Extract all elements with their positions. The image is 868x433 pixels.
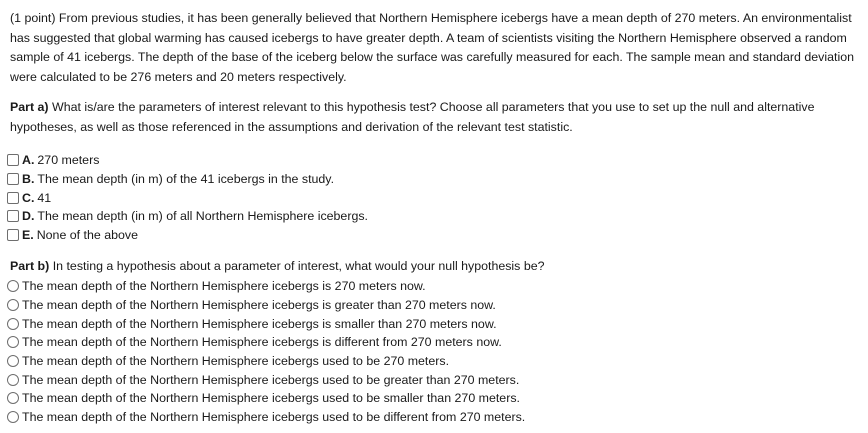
option-text: 41 <box>37 190 52 205</box>
option-text: None of the above <box>36 228 138 243</box>
option-a-checkbox[interactable] <box>7 154 19 166</box>
part-b-options <box>10 277 858 427</box>
null-option-2-radio[interactable] <box>7 299 19 311</box>
option-text: The mean depth of the Northern Hemisphere icebergs is greater than 270 meters now. <box>22 297 496 312</box>
option-c-checkbox[interactable] <box>7 192 19 204</box>
option-letter: B. <box>22 172 35 187</box>
null-option-2[interactable] <box>7 296 858 315</box>
part-a-prompt <box>10 98 858 137</box>
null-option-6-radio[interactable] <box>7 374 19 386</box>
null-option-6[interactable] <box>7 370 858 389</box>
option-e-checkbox[interactable] <box>7 229 19 241</box>
null-option-1-radio[interactable] <box>7 280 19 292</box>
option-text: The mean depth of the Northern Hemisphere icebergs is 270 meters now. <box>22 279 426 294</box>
null-option-7[interactable] <box>7 389 858 408</box>
option-letter: C. <box>22 190 35 205</box>
option-text: The mean depth of the Northern Hemisphere icebergs used to be different from 270 meters. <box>22 410 526 425</box>
part-b-label: Part b) <box>10 259 50 274</box>
null-option-5[interactable] <box>7 352 858 371</box>
part-a-label: Part a) <box>10 100 49 114</box>
part-b-prompt <box>10 257 858 277</box>
option-text: The mean depth (in m) of the 41 icebergs in the study. <box>37 172 335 187</box>
option-text: 270 meters <box>37 153 100 168</box>
option-text: The mean depth of the Northern Hemisphere icebergs is smaller than 270 meters now. <box>22 316 497 331</box>
problem-intro: (1 point) From previous studies, it has been generally believed that Northern Hemisphere icebergs have a mean depth of 270 meters. An environmentalist has suggested that global warming has caused icebergs to have greater depth. A team of scientists visiting the Northern Hemisphere observed a random sample of 41 icebergs. The depth of the base of the iceberg below the surface was carefully measured for each. The sample mean and standard deviation were calculated to be 276 meters and 20 meters respectively. <box>10 11 854 84</box>
null-option-1[interactable] <box>7 277 858 296</box>
part-a-question: What is/are the parameters of interest relevant to this hypothesis test? Choose all parameters that you use to set up the null and alternative hypotheses, as well as those referenced in the assumptions and derivation of the relevant test statistic. <box>10 100 815 134</box>
option-e[interactable] <box>7 226 858 245</box>
option-letter: D. <box>22 209 35 224</box>
option-letter: E. <box>22 228 34 243</box>
option-b[interactable] <box>7 170 858 189</box>
null-option-5-radio[interactable] <box>7 355 19 367</box>
option-d[interactable] <box>7 207 858 226</box>
null-option-3-radio[interactable] <box>7 318 19 330</box>
option-text: The mean depth of the Northern Hemisphere icebergs used to be smaller than 270 meters. <box>22 391 520 406</box>
option-text: The mean depth of the Northern Hemisphere icebergs used to be greater than 270 meters. <box>22 372 520 387</box>
null-option-7-radio[interactable] <box>7 392 19 404</box>
part-b-question: In testing a hypothesis about a parameter of interest, what would your null hypothesis be? <box>52 259 545 274</box>
part-a-options <box>10 151 858 244</box>
option-c[interactable] <box>7 188 858 207</box>
null-option-4-radio[interactable] <box>7 336 19 348</box>
option-text: The mean depth (in m) of all Northern Hemisphere icebergs. <box>37 209 368 224</box>
option-a[interactable] <box>7 151 858 170</box>
problem-container <box>10 9 858 426</box>
null-option-8-radio[interactable] <box>7 411 19 423</box>
null-option-8[interactable] <box>7 408 858 427</box>
option-text: The mean depth of the Northern Hemisphere icebergs is different from 270 meters now. <box>22 335 502 350</box>
option-b-checkbox[interactable] <box>7 173 19 185</box>
option-text: The mean depth of the Northern Hemisphere icebergs used to be 270 meters. <box>22 354 450 369</box>
option-d-checkbox[interactable] <box>7 210 19 222</box>
null-option-3[interactable] <box>7 314 858 333</box>
option-letter: A. <box>22 153 35 168</box>
null-option-4[interactable] <box>7 333 858 352</box>
